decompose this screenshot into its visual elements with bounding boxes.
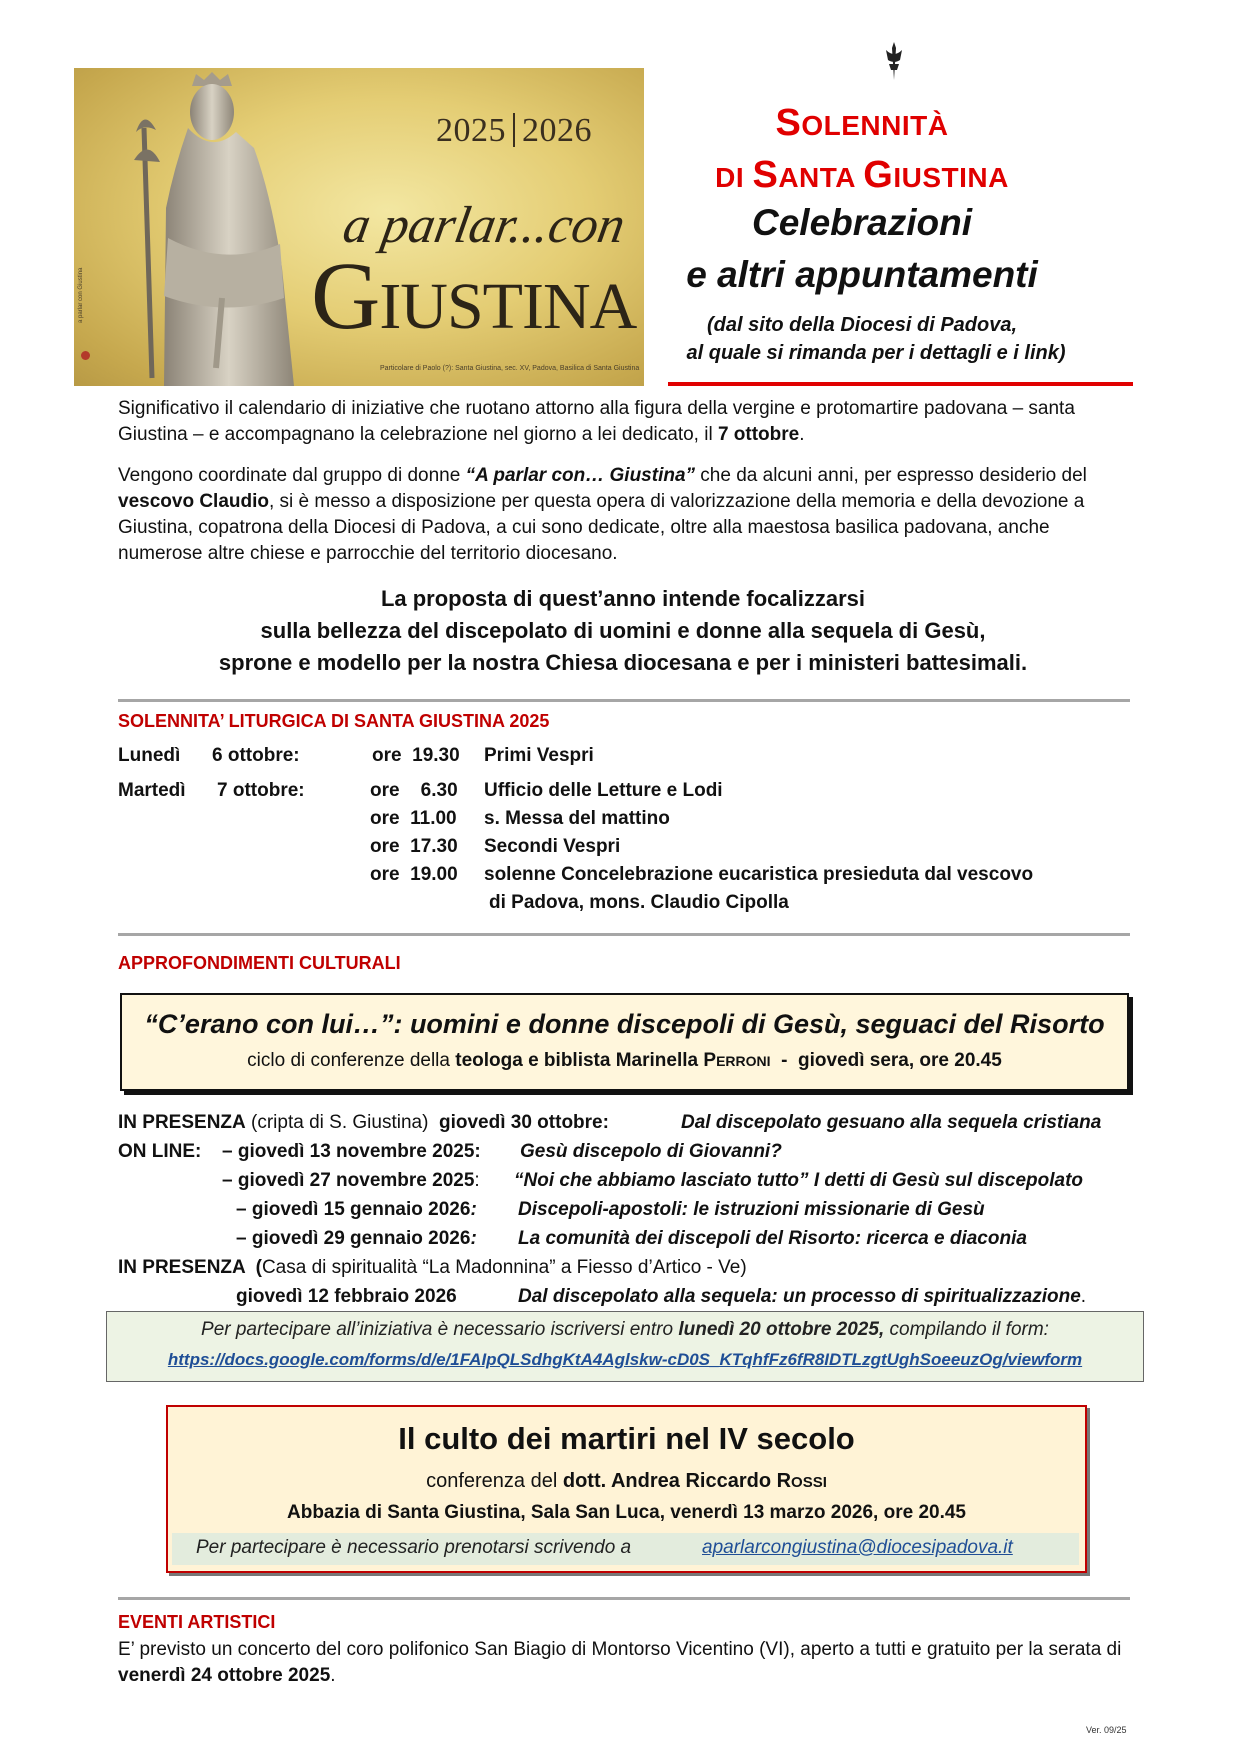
banner-script-text: a parlar...con [338, 197, 630, 254]
focus-line-1: La proposta di quest’anno intende focalizzarsi [380, 586, 866, 611]
booking-email-link[interactable]: aparlarcongiustina@diocesipadova.it [702, 1537, 1013, 1558]
statue-image [104, 68, 314, 386]
event-title: Discepoli-apostoli: le istruzioni missionarie di Gesù [518, 1199, 985, 1220]
banner-vertical-text: a parlar con Giustina [78, 267, 84, 323]
event-date: – giovedì 13 novembre 2025: [222, 1141, 481, 1162]
schedule-time: ore 6.30 [370, 780, 458, 801]
event-title: Gesù discepolo di Giovanni? [520, 1141, 782, 1162]
section-divider [118, 699, 1130, 702]
schedule-day-1: Lunedì [118, 745, 181, 766]
lecture-series-title: “C’erano con lui…”: uomini e donne discepoli di Gesù, seguaci del Risorto [144, 1009, 1105, 1039]
conference-title: Il culto dei martiri nel IV secolo [398, 1421, 855, 1456]
focus-line-3: sprone e modello per la nostra Chiesa diocesana e per i ministeri battesimali. [218, 650, 1028, 675]
lecture-series-subtitle: ciclo di conferenze della teologa e biblista Marinella PERRONI - giovedì sera, ore 20.45 [247, 1050, 1002, 1071]
schedule-activity: s. Messa del mattino [484, 808, 670, 829]
title-note-1: (dal sito della Diocesi di Padova, [706, 314, 1018, 336]
schedule-activity: solenne Concelebrazione eucaristica presieduta dal vescovo [484, 864, 1034, 885]
banner-image [74, 68, 644, 386]
event-title: La comunità dei discepoli del Risorto: ricerca e diaconia [518, 1228, 1027, 1249]
schedule-time: ore 17.30 [370, 836, 458, 857]
schedule-time: ore 19.30 [372, 745, 460, 766]
event-date: – giovedì 29 gennaio 2026: [236, 1228, 477, 1249]
schedule-day-2: Martedì [118, 780, 186, 801]
schedule-date-2: 7 ottobre: [217, 780, 305, 801]
event-row: IN PRESENZA (Casa di spiritualità “La Madonnina” a Fiesso d’Artico - Ve) [118, 1257, 747, 1278]
event-date: – giovedì 27 novembre 2025: [222, 1170, 480, 1191]
schedule-activity: Primi Vespri [484, 745, 594, 766]
schedule-activity-continued: di Padova, mons. Claudio Cipolla [489, 892, 789, 913]
booking-strip [172, 1533, 1079, 1565]
conference-box [166, 1405, 1087, 1573]
art-heading: EVENTI ARTISTICI [118, 1612, 276, 1632]
version-label: Ver. 09/25 [1086, 1725, 1127, 1735]
registration-text: Per partecipare all’iniziativa è necessario iscriversi entro lunedì 20 ottobre 2025, compilando il form: [201, 1319, 1049, 1340]
schedule-time: ore 11.00 [370, 808, 457, 829]
section-divider [118, 1597, 1130, 1600]
conference-speaker: conferenza del dott. Andrea Riccardo ROSSI [426, 1470, 827, 1492]
schedule-time: ore 19.00 [370, 864, 458, 885]
intro-paragraph-1: Significativo il calendario di iniziative che ruotano attorno alla figura della vergine e protomartire padovana – santa Giustina – e accompagnano la celebrazione nel giorno a lei dedicato, il 7 ottobre. [118, 398, 1075, 445]
liturgy-heading: SOLENNITA’ LITURGICA DI SANTA GIUSTINA 2025 [118, 711, 550, 731]
title-divider [668, 382, 1133, 386]
title-line-4: e altri appuntamenti [686, 254, 1038, 295]
title-line-1: SOLENNITÀ [775, 102, 949, 144]
banner-caption: Particolare di Paolo (?): Santa Giustina, sec. XV, Padova, Basilica di Santa Giustina [380, 365, 640, 372]
title-line-2: DI SANTA GIUSTINA [715, 154, 1009, 196]
title-note-2: al quale si rimanda per i dettagli e i link) [686, 342, 1066, 364]
booking-text: Per partecipare è necessario prenotarsi scrivendo a [196, 1537, 632, 1558]
event-date: – giovedì 15 gennaio 2026: [236, 1199, 477, 1220]
banner-logo-icon [81, 351, 90, 360]
schedule-activity: Ufficio delle Letture e Lodi [484, 780, 723, 801]
schedule-activity: Secondi Vespri [484, 836, 621, 857]
event-title: Dal discepolato alla sequela: un processo di spiritualizzazione. [518, 1286, 1087, 1307]
conference-info: Abbazia di Santa Giustina, Sala San Luca, venerdì 13 marzo 2026, ore 20.45 [287, 1502, 966, 1523]
event-row: IN PRESENZA (cripta di S. Giustina) giovedì 30 ottobre: [118, 1112, 609, 1133]
intro-paragraph-2: Vengono coordinate dal gruppo di donne “A parlar con… Giustina” che da alcuni anni, per espresso desiderio del vescovo Claudio, si è messo a disposizione per questa opera di valorizzazione della memoria e della devozione a Giustina, copatrona della Diocesi di Padova, a cui sono dedicate, oltre alla maestosa basilica padovana, anche numerose altre chiese e parrocchie del territorio diocesano. [118, 465, 1087, 564]
art-paragraph: E’ previsto un concerto del coro polifonico San Biagio di Montorso Vicentino (VI), aperto a tutti e gratuito per la serata di venerdì 24 ottobre 2025. [118, 1639, 1122, 1686]
focus-line-2: sulla bellezza del discepolato di uomini e donne alla sequela di Gesù, [260, 618, 986, 643]
culture-heading: APPROFONDIMENTI CULTURALI [118, 953, 401, 973]
schedule-date-1: 6 ottobre: [212, 745, 300, 766]
banner-name: GIUSTINA [311, 242, 637, 349]
event-title: “Noi che abbiamo lasciato tutto” I detti di Gesù sul discepolato [514, 1170, 1084, 1191]
lecture-series-box [120, 993, 1129, 1091]
registration-form-link[interactable]: https://docs.google.com/forms/d/e/1FAIpQLSdhgKtA4Aglskw-cD0S_KTqhfFz6fR8IDTLzgtUghSoeeuzOg/viewform [167, 1350, 1083, 1369]
event-date: giovedì 12 febbraio 2026 [236, 1286, 457, 1307]
crest-icon [884, 40, 904, 82]
event-row-label: ON LINE: [118, 1141, 202, 1162]
banner-years: 2025 2026 [436, 112, 592, 149]
registration-box [106, 1311, 1144, 1382]
section-divider [118, 933, 1130, 936]
title-line-3: Celebrazioni [752, 202, 972, 243]
event-title: Dal discepolato gesuano alla sequela cristiana [681, 1112, 1102, 1133]
